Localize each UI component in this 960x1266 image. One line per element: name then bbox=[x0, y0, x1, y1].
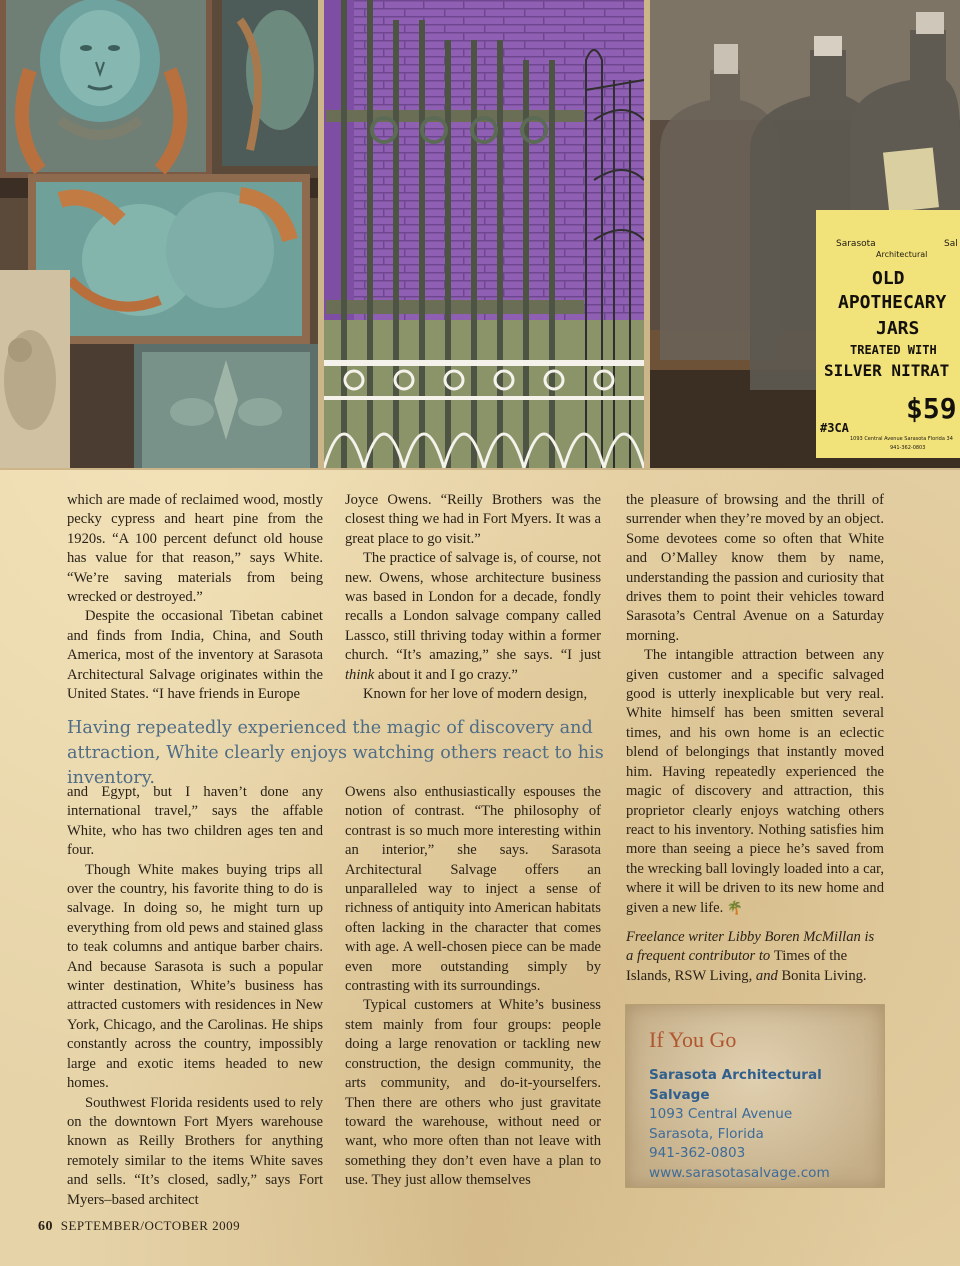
paragraph: which are made of reclaimed wood, mostly pecky cypress and heart pine from the 1920s. “A 100 percent defunct old house has value for that reason,” says White. “We’re saving materials from being wrecked or destroyed.” bbox=[67, 492, 323, 606]
paragraph: Owens also enthusiastically espouses the notion of contrast. “The philosophy of contrast is so much more interesting within an interior,” she says. Sarasota Architectural Salvage offers an unparalleled way to inject a sense of richness of antiquity into American habitats often lacking in the character that comes with age. A well-chosen piece can be made even more outstanding simply by contrasting with its surroundings. bbox=[345, 784, 601, 995]
paragraph: Though White makes buying trips all over the country, his favorite thing to do is salvage. In doing so, he might turn up everything from old pews and stained glass to teak columns and antique barber chairs. And because Sarasota is such a popular winter destination, White’s business has attracted customers with residences in New York, Chicago, and the Carolinas. He ships constantly across the country, impossibly large and exotic items headed to new homes. bbox=[67, 861, 323, 1092]
business-city: Sarasota, Florida bbox=[649, 1125, 764, 1142]
photo-apothecary-jars bbox=[650, 0, 960, 468]
issue-date: SEPTEMBER/OCTOBER 2009 bbox=[60, 1218, 241, 1233]
column-1-bottom bbox=[67, 783, 323, 1210]
paragraph: Typical customers at White’s business stem mainly from four groups: people doing a large renovation or tackling new construction, the design community, the arts community, and do-it-yourselfers. Then there are others who just gravitate toward the warehouse, without need or want, who more often than not leave with something they don’t even have a plan to use. They just allow themselves bbox=[345, 997, 601, 1189]
sign-line4: TREATED WITH bbox=[850, 343, 937, 357]
page-folio bbox=[38, 1218, 240, 1235]
business-phone[interactable]: 941-362-0803 bbox=[649, 1145, 746, 1162]
credit-separator: , and bbox=[748, 967, 782, 984]
paragraph: Southwest Florida residents used to rely on the downtown Fort Myers warehouse known as Reilly Brothers for anything remotely similar to the items White saves and sells. “It’s closed, sadly,” says Fort Myers–based architect bbox=[67, 1094, 323, 1208]
sign-brand-right: Sal bbox=[944, 239, 958, 249]
sign-line5: SILVER NITRAT bbox=[824, 361, 950, 380]
sidebar-details bbox=[649, 1066, 884, 1184]
paragraph-text: “I just bbox=[560, 647, 601, 664]
business-website-link[interactable]: www.sarasotasalvage.com bbox=[649, 1164, 830, 1181]
paragraph-text: The practice of salvage is, of course, not new. Owens, whose architecture business was based in London for a decade, fondly recalls a London salvage company called Lassco, still thriving today within a former church. “It’s amazing,” she says. bbox=[345, 550, 601, 664]
sign-line3: JARS bbox=[876, 318, 920, 339]
sign-code: #3CA bbox=[820, 421, 849, 435]
business-name: Sarasota Architectural Salvage bbox=[649, 1067, 822, 1103]
sign-brand-sub: Architectural bbox=[876, 250, 928, 259]
paragraph: Despite the occasional Tibetan cabinet and finds from India, China, and South America, most of the inventory at Sarasota Architectural Salvage originates within the United States. “I have friends in Europe bbox=[67, 608, 323, 703]
if-you-go-sidebar bbox=[625, 1004, 885, 1188]
paragraph-text: The intangible attraction between any given customer and a specific salvaged good is utterly inexplicable but very real. White himself has been smitten several times, and his own home is an eclectic blend of belongings that instantly moved him. Having repeatedly experienced the magic of discovery and attraction, this proprietor clearly enjoys watching others react to his inventory. Nothing satisfies him more than seeing a piece he’s saved from the wrecking ball lovingly loaded into a car, where it will be driven to its new home and given a new life. bbox=[626, 647, 884, 916]
paragraph: and Egypt, but I haven’t done any international travel,” says the affable White, who has two children ages ten and four. bbox=[67, 784, 323, 859]
jar-price-sign bbox=[816, 210, 960, 458]
business-address: 1093 Central Avenue bbox=[649, 1106, 793, 1123]
credit-separator: , bbox=[667, 967, 675, 984]
credit-end: . bbox=[862, 967, 867, 984]
page-number: 60 bbox=[38, 1219, 53, 1234]
credit-text: Freelance writer Libby Boren McMillan is a frequent contributor to bbox=[626, 928, 875, 965]
publication-name: Times of the Islands bbox=[626, 948, 848, 984]
pull-quote: Having repeatedly experienced the magic of discovery and attraction, White clearly enjoys watching others react to his inventory. bbox=[67, 718, 604, 788]
sign-brand-left: Sarasota bbox=[836, 239, 876, 249]
photo-strip bbox=[0, 0, 960, 470]
column-2-top bbox=[345, 491, 601, 704]
sign-line2: APOTHECARY bbox=[838, 292, 947, 313]
paragraph: Joyce Owens. “Reilly Brothers was the closest thing we had in Fort Myers. It was a great place to go visit.” bbox=[345, 492, 601, 547]
photo-iron-gate bbox=[324, 0, 644, 468]
publication-name: Bonita Living bbox=[781, 967, 863, 984]
column-2-bottom bbox=[345, 783, 601, 1191]
sign-phone: 941-362-0803 bbox=[890, 445, 926, 451]
author-credit bbox=[626, 928, 884, 986]
column-3 bbox=[626, 491, 884, 986]
sign-line1: OLD bbox=[872, 268, 905, 289]
paragraph: Known for her love of modern design, bbox=[363, 686, 588, 703]
sidebar-title: If You Go bbox=[649, 1027, 737, 1052]
apothecary-jars-illustration bbox=[650, 0, 960, 468]
sign-address: 1093 Central Avenue Sarasota Florida 34 bbox=[850, 436, 953, 442]
paragraph bbox=[626, 646, 884, 918]
emphasis: think bbox=[345, 666, 375, 683]
sign-price: $59 bbox=[906, 392, 957, 425]
publication-name: RSW Living bbox=[674, 967, 749, 984]
column-1-top bbox=[67, 491, 323, 704]
paragraph-text: about it and I go crazy.” bbox=[374, 666, 518, 683]
paragraph: the pleasure of browsing and the thrill of surrender when they’re moved by an object. Some devotees come so often that White and O’Malley know them by name, understanding the passion and curiosity that drives them to point their vehicles toward Sarasota’s Central Avenue on a Saturday morning. bbox=[626, 492, 884, 644]
relief-tiles-illustration bbox=[0, 0, 318, 468]
iron-gate-illustration bbox=[324, 0, 644, 468]
photo-relief-tiles bbox=[0, 0, 318, 468]
palm-tree-icon: 🌴 bbox=[726, 900, 744, 916]
paragraph bbox=[345, 549, 601, 685]
